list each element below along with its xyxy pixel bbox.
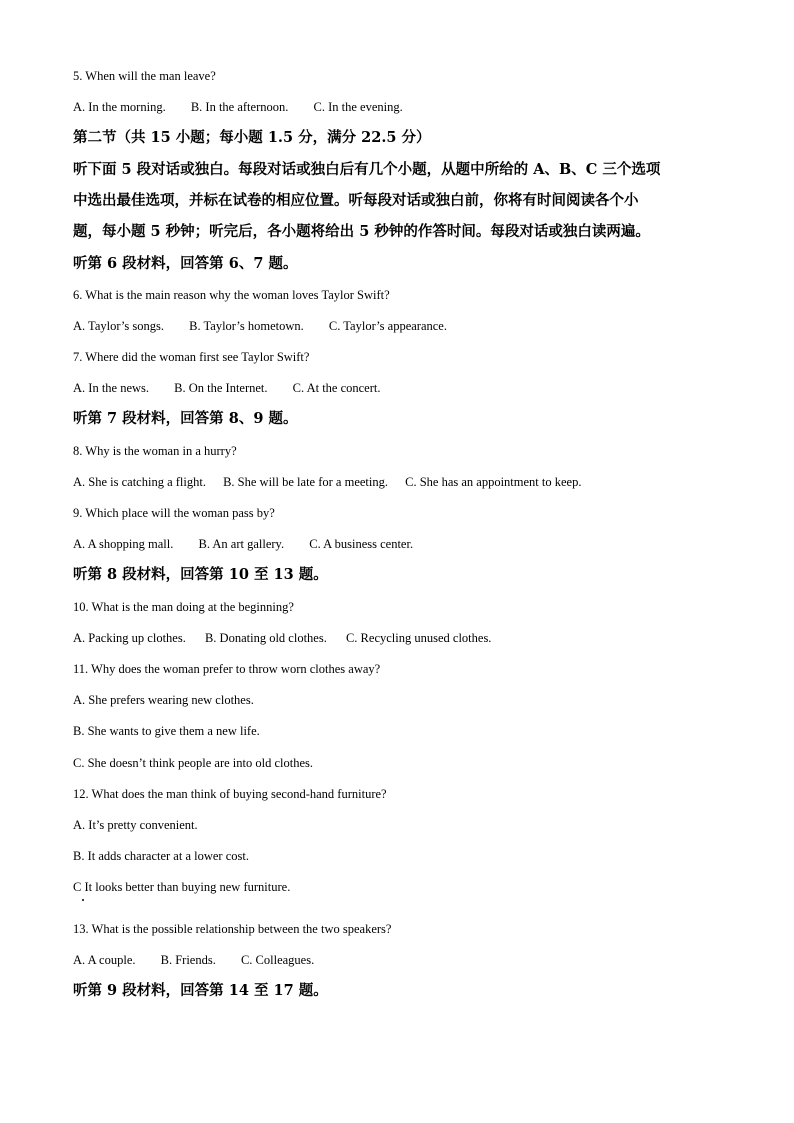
question-11-stem: 11. Why does the woman prefer to throw worn clothes away? — [73, 662, 381, 676]
option-a: A. Packing up clothes. — [73, 631, 186, 645]
question-10-stem: 10. What is the man doing at the beginning? — [73, 600, 294, 614]
option-b: B. Donating old clothes. — [204, 631, 327, 645]
option-b: B. An art gallery. — [198, 537, 285, 551]
part-6-heading: 听第 6 段材料，回答第 6、7 题。 — [73, 255, 298, 272]
question-11-option-c: C. She doesn’t think people are into old clothes. — [73, 756, 314, 770]
question-12-stem: 12. What does the man think of buying second-hand furniture? — [73, 787, 387, 801]
option-a: A. A shopping mall. — [73, 537, 174, 551]
part-8-heading: 听第 8 段材料，回答第 10 至 13 题。 — [73, 566, 328, 583]
option-a: A. She is catching a flight. — [73, 475, 206, 489]
option-a: A. A couple. — [73, 953, 136, 967]
question-12-option-b: B. It adds character at a lower cost. — [73, 849, 249, 863]
option-c: C. A business center. — [309, 537, 414, 551]
question-13-options — [73, 952, 314, 968]
section-instructions-line-3: 题，每小题 5 秒钟；听完后，各小题将给出 5 秒钟的作答时间。每段对话或独白读两遍。 — [73, 223, 650, 240]
question-5-options — [73, 99, 403, 115]
question-12-option-a: A. It’s pretty convenient. — [73, 818, 198, 832]
question-12-option-c: C It looks better than buying new furniture. — [73, 880, 291, 894]
option-b: B. On the Internet. — [174, 381, 268, 395]
section-instructions-line-1: 听下面 5 段对话或独白。每段对话或独白后有几个小题，从题中所给的 A、B、C 三个选项 — [73, 161, 661, 178]
option-a: A. In the morning. — [73, 100, 166, 114]
option-a: A. Taylor’s songs. — [73, 319, 165, 333]
option-c: C. Colleagues. — [240, 953, 315, 967]
question-7-stem: 7. Where did the woman first see Taylor Swift? — [73, 350, 310, 364]
question-5-stem: 5. When will the man leave? — [73, 69, 216, 83]
question-6-stem: 6. What is the main reason why the woman loves Taylor Swift? — [73, 288, 390, 302]
option-c: C. Taylor’s appearance. — [328, 319, 447, 333]
option-c: C. In the evening. — [313, 100, 403, 114]
part-9-heading: 听第 9 段材料，回答第 14 至 17 题。 — [73, 982, 328, 999]
option-b: B. In the afternoon. — [190, 100, 289, 114]
option-c: C. Recycling unused clothes. — [345, 631, 492, 645]
option-b: B. She will be late for a meeting. — [223, 475, 388, 489]
question-11-option-b: B. She wants to give them a new life. — [73, 724, 260, 738]
question-7-options — [73, 380, 381, 396]
question-9-options — [73, 536, 413, 552]
option-b: B. Taylor’s hometown. — [189, 319, 304, 333]
question-13-stem: 13. What is the possible relationship between the two speakers? — [73, 922, 392, 936]
section-instructions-line-2: 中选出最佳选项，并标在试卷的相应位置。听每段对话或独白前，你将有时间阅读各个小 — [73, 192, 639, 209]
option-c: C. She has an appointment to keep. — [405, 475, 582, 489]
option-a: A. In the news. — [73, 381, 150, 395]
part-7-heading: 听第 7 段材料，回答第 8、9 题。 — [73, 410, 298, 427]
section-title: 第二节（共 15 小题；每小题 1.5 分，满分 22.5 分） — [73, 129, 431, 146]
question-8-options — [73, 474, 581, 490]
option-c: C. At the concert. — [292, 381, 381, 395]
question-6-options — [73, 318, 447, 334]
question-11-option-a: A. She prefers wearing new clothes. — [73, 693, 254, 707]
question-9-stem: 9. Which place will the woman pass by? — [73, 506, 275, 520]
question-8-stem: 8. Why is the woman in a hurry? — [73, 444, 237, 458]
stray-dot — [82, 899, 84, 901]
option-b: B. Friends. — [160, 953, 216, 967]
question-10-options — [73, 630, 491, 646]
